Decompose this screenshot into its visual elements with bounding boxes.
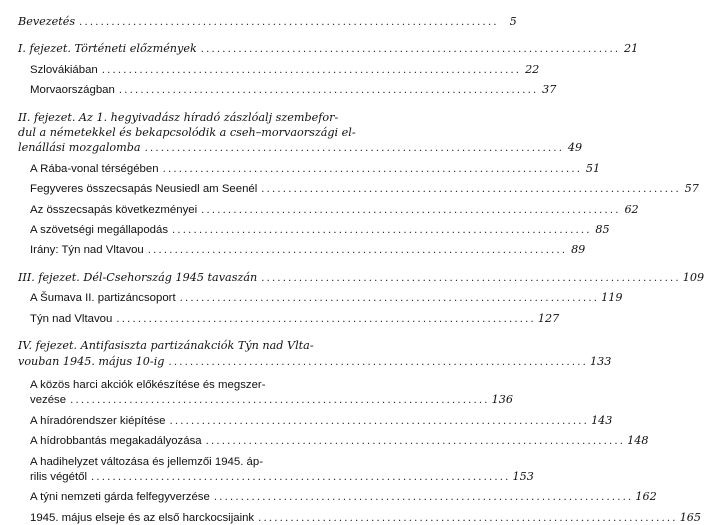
dot-leader: .............................................................................. bbox=[118, 85, 539, 97]
dot-leader: .............................................................................. bbox=[162, 163, 583, 175]
dot-leader: .............................................................................. bbox=[147, 245, 568, 257]
toc-page-number: 21 bbox=[624, 42, 639, 56]
dot-leader: .............................................................................. bbox=[79, 17, 499, 28]
dot-leader: .............................................................................. bbox=[168, 356, 588, 368]
toc-entry-line: II. fejezet. Az 1. hegyivadász híradó zászlóalj szembefor- bbox=[18, 110, 339, 124]
dot-leader: .............................................................................. bbox=[261, 184, 681, 196]
toc-page-number: 109 bbox=[682, 270, 704, 284]
toc-page-number: 143 bbox=[591, 413, 613, 427]
toc-entry-section[interactable] bbox=[18, 434, 649, 448]
toc-entry-section[interactable] bbox=[18, 243, 586, 257]
toc-entry-label: A híradórendszer kiépítése bbox=[30, 414, 166, 427]
toc-entry-section[interactable] bbox=[18, 291, 623, 305]
toc-entry-label: Týn nad Vltavou bbox=[30, 312, 113, 325]
toc-page-number: 148 bbox=[627, 434, 649, 448]
toc-entry-label: Az összecsapás következményei bbox=[30, 203, 198, 216]
toc-entry-label: 1945. május elseje és az első harckocsijaink bbox=[30, 511, 255, 524]
toc-entry-label: A hídrobbantás megakadályozása bbox=[30, 435, 202, 448]
toc-entry-section[interactable] bbox=[18, 311, 560, 326]
dot-leader: .............................................................................. bbox=[179, 293, 600, 305]
toc-entry-section[interactable] bbox=[18, 510, 702, 525]
toc-page-number: 49 bbox=[567, 141, 583, 155]
toc-page-number: 136 bbox=[491, 393, 513, 407]
dot-leader: .............................................................................. bbox=[201, 204, 621, 216]
dot-leader: .............................................................................. bbox=[144, 143, 565, 155]
toc-entry-section[interactable] bbox=[18, 83, 557, 97]
toc-entry-chapter-4[interactable] bbox=[18, 339, 612, 369]
toc-entry-label: I. fejezet. Történeti előzmények bbox=[18, 42, 197, 56]
toc-entry-section[interactable] bbox=[18, 182, 699, 196]
toc-entry-label: vouban 1945. május 10-ig bbox=[18, 354, 165, 368]
toc-entry-label: vezése bbox=[30, 394, 67, 407]
dot-leader: .............................................................................. bbox=[90, 471, 511, 483]
toc-entry-label: A Šumava II. partizáncsoport bbox=[30, 292, 176, 305]
toc-entry-label: A týni nemzeti gárda felfegyverzése bbox=[30, 491, 210, 504]
toc-entry-label: Fegyveres összecsapás Neusiedl am Seenél bbox=[30, 183, 258, 196]
toc-entry-section[interactable] bbox=[18, 378, 513, 408]
toc-entry-label: III. fejezet. Dél-Csehország 1945 tavaszán bbox=[18, 270, 258, 284]
dot-leader: .............................................................................. bbox=[116, 313, 536, 325]
toc-page-number: 165 bbox=[679, 510, 702, 524]
toc-entry-chapter-2[interactable] bbox=[18, 110, 583, 156]
toc-page-number: 153 bbox=[512, 469, 534, 483]
toc-page-number: 5 bbox=[509, 15, 517, 28]
toc-entry-section[interactable] bbox=[18, 161, 601, 176]
toc-entry-label: Morvaországban bbox=[30, 84, 115, 97]
dot-leader: .............................................................................. bbox=[258, 512, 678, 524]
toc-page-number: 62 bbox=[624, 202, 639, 216]
toc-page-number: 85 bbox=[595, 223, 610, 237]
toc-entry-line: IV. fejezet. Antifasiszta partizánakciók Týn nad Vlta- bbox=[18, 339, 314, 353]
toc-entry-label: Irány: Týn nad Vltavou bbox=[30, 244, 144, 257]
dot-leader: .............................................................................. bbox=[261, 272, 681, 284]
toc-entry-section[interactable] bbox=[18, 413, 613, 428]
dot-leader: .............................................................................. bbox=[101, 64, 522, 76]
dot-leader: .............................................................................. bbox=[205, 436, 626, 448]
toc-entry-section[interactable] bbox=[18, 202, 639, 217]
toc-entry-label: A Rába-vonal térségében bbox=[30, 162, 159, 175]
dot-leader: .............................................................................. bbox=[169, 415, 590, 427]
toc-entry-label: A szövetségi megállapodás bbox=[30, 224, 169, 237]
toc-entry-chapter-3[interactable] bbox=[18, 270, 704, 285]
toc-entry-chapter-1[interactable] bbox=[18, 42, 639, 56]
toc-entry-section[interactable] bbox=[18, 62, 540, 77]
toc-entry-section[interactable] bbox=[18, 455, 534, 485]
toc-entry-introduction[interactable] bbox=[18, 15, 517, 29]
toc-entry-line: dul a németekkel és bekapcsolódik a cseh–morvaországi el- bbox=[18, 126, 356, 140]
toc-entry-section[interactable] bbox=[18, 223, 610, 237]
toc-page-number: 127 bbox=[537, 311, 560, 325]
toc-page-number: 162 bbox=[635, 490, 657, 504]
table-of-contents bbox=[18, 15, 704, 525]
toc-page-number: 51 bbox=[585, 161, 601, 175]
toc-entry-section[interactable] bbox=[18, 490, 657, 504]
toc-entry-label: rilis végétől bbox=[30, 470, 87, 483]
toc-entry-line: A közös harci akciók előkészítése és megszer- bbox=[30, 378, 266, 391]
toc-page-number: 133 bbox=[590, 354, 612, 368]
toc-entry-label: lenállási mozgalomba bbox=[18, 141, 141, 155]
toc-page-number: 22 bbox=[525, 62, 540, 76]
dot-leader: .............................................................................. bbox=[200, 44, 621, 56]
dot-leader: .............................................................................. bbox=[172, 225, 592, 237]
dot-leader: .............................................................................. bbox=[70, 395, 490, 407]
toc-page-number: 37 bbox=[542, 83, 557, 97]
toc-page-number: 119 bbox=[601, 291, 623, 305]
toc-entry-label: Bevezetés bbox=[18, 15, 76, 28]
toc-page-number: 89 bbox=[571, 243, 586, 257]
toc-entry-line: A hadihelyzet változása és jellemzői 1945. áp- bbox=[30, 455, 264, 468]
toc-entry-label: Szlovákiában bbox=[30, 63, 98, 76]
dot-leader: .............................................................................. bbox=[213, 492, 634, 504]
toc-page-number: 57 bbox=[684, 182, 699, 196]
